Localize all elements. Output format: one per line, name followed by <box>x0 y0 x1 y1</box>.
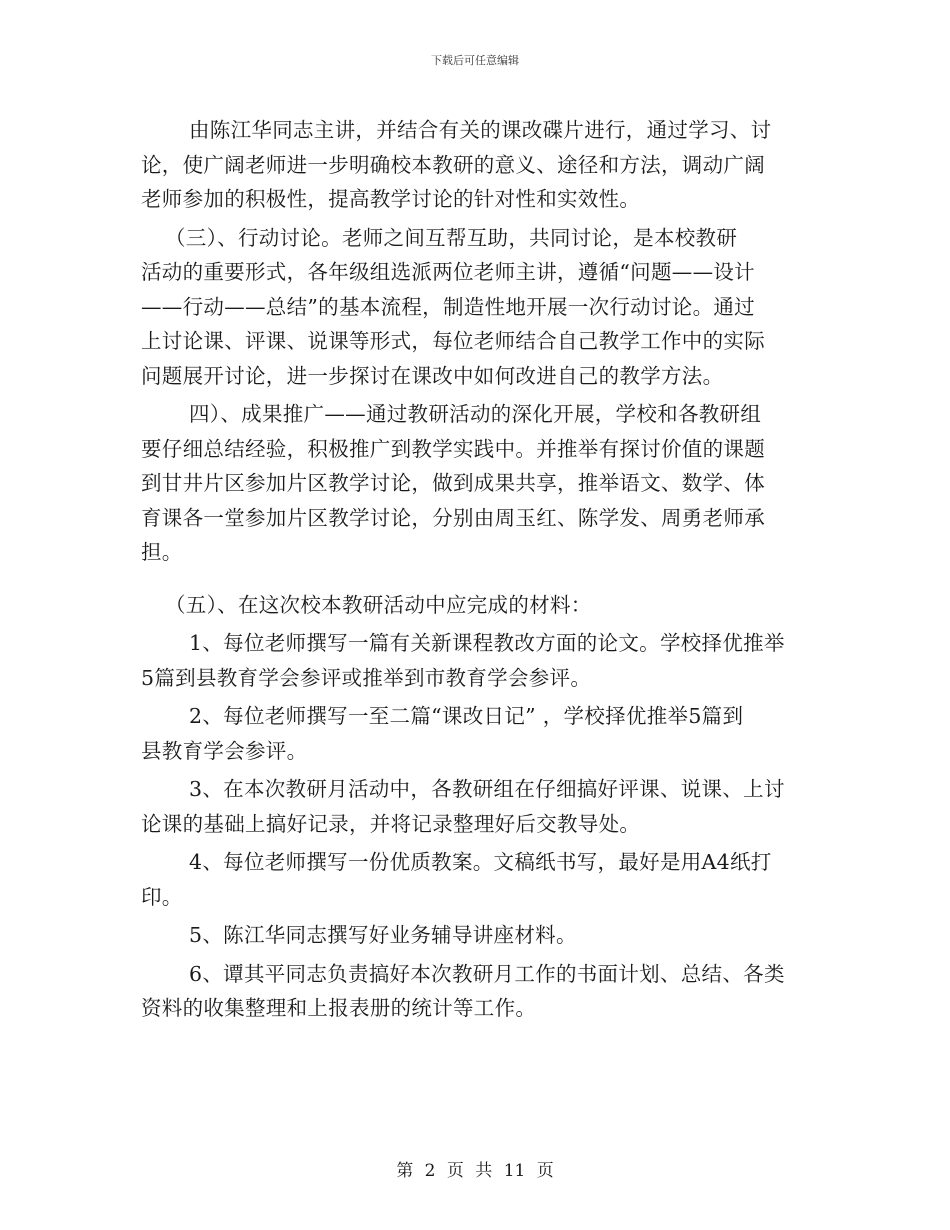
paragraph-action-discussion <box>141 221 811 394</box>
paragraph-item-5 <box>141 918 811 953</box>
paragraph-item-2 <box>141 699 811 768</box>
text-line: 育课各一堂参加片区教学讨论，分别由周玉红、陈学发、周勇老师承 <box>141 505 765 530</box>
text-line: 到甘井片区参加片区教学讨论，做到成果共享，推举语文、数学、体 <box>141 471 765 495</box>
paragraph-item-1 <box>141 626 811 695</box>
text-line: 5、陈江华同志撰写好业务辅导讲座材料。 <box>189 923 577 947</box>
text-line: 四）、成果推广——通过教研活动的深化开展，学校和各教研组 <box>189 402 762 426</box>
paragraph-materials-heading <box>141 588 811 623</box>
text-line: （三）、行动讨论。老师之间互帮互助，共同讨论，是本校教研 <box>165 225 738 250</box>
text-line: 印。 <box>141 884 183 909</box>
text-line: 要仔细总结经验，积极推广到教学实践中。并推举有探讨价值的课题 <box>141 436 765 461</box>
page-header-note: 下载后可任意编辑 <box>431 54 519 67</box>
text-line: 资料的收集整理和上报表册的统计等工作。 <box>141 996 537 1020</box>
text-line: 由陈江华同志主讲，并结合有关的课改碟片进行，通过学习、讨 <box>189 118 772 142</box>
text-line: 问题展开讨论，进一步探讨在课改中如何改进自己的教学方法。 <box>141 363 724 388</box>
text-line: （五）、在这次校本教研活动中应完成的材料： <box>165 592 592 617</box>
text-line: 6、谭其平同志负责搞好本次教研月工作的书面计划、总结、各类 <box>189 961 785 986</box>
text-line: 担。 <box>141 540 183 564</box>
paragraph-lecture <box>141 113 811 217</box>
text-line: 活动的重要形式，各年级组选派两位老师主讲，遵循“问题——设计 <box>141 260 755 284</box>
text-line: 3、在本次教研月活动中，各教研组在仔细搞好评课、说课、上讨 <box>189 777 785 801</box>
text-line: 4、每位老师撰写一份优质教案。文稿纸书写，最好是用A4纸打 <box>189 850 772 874</box>
paragraph-results-promotion <box>141 397 811 570</box>
text-line: 论，使广阔老师进一步明确校本教研的意义、途径和方法，调动广阔 <box>141 152 765 177</box>
text-line: 论课的基础上搞好记录，并将记录整理好后交教导处。 <box>141 811 641 836</box>
text-line: ——行动——总结”的基本流程，制造性地开展一次行动讨论。通过 <box>141 294 755 319</box>
paragraph-item-3 <box>141 772 811 841</box>
text-line: 上讨论课、评课、说课等形式，每位老师结合自己教学工作中的实际 <box>141 329 765 353</box>
paragraph-item-4 <box>141 845 811 914</box>
document-body <box>141 113 811 1026</box>
text-line: 5篇到县教育学会参评或推举到市教育学会参评。 <box>141 665 592 690</box>
text-line: 老师参加的积极性，提高教学讨论的针对性和实效性。 <box>141 187 641 211</box>
text-line: 县教育学会参评。 <box>141 738 308 763</box>
text-line: 2、每位老师撰写一至二篇“课改日记” ，学校择优推举5篇到 <box>189 704 744 728</box>
paragraph-item-6 <box>141 957 811 1026</box>
page-number-footer: 第 2 页 共 11 页 <box>396 1161 554 1181</box>
text-line: 1、每位老师撰写一篇有关新课程教改方面的论文。学校择优推举 <box>189 631 785 655</box>
